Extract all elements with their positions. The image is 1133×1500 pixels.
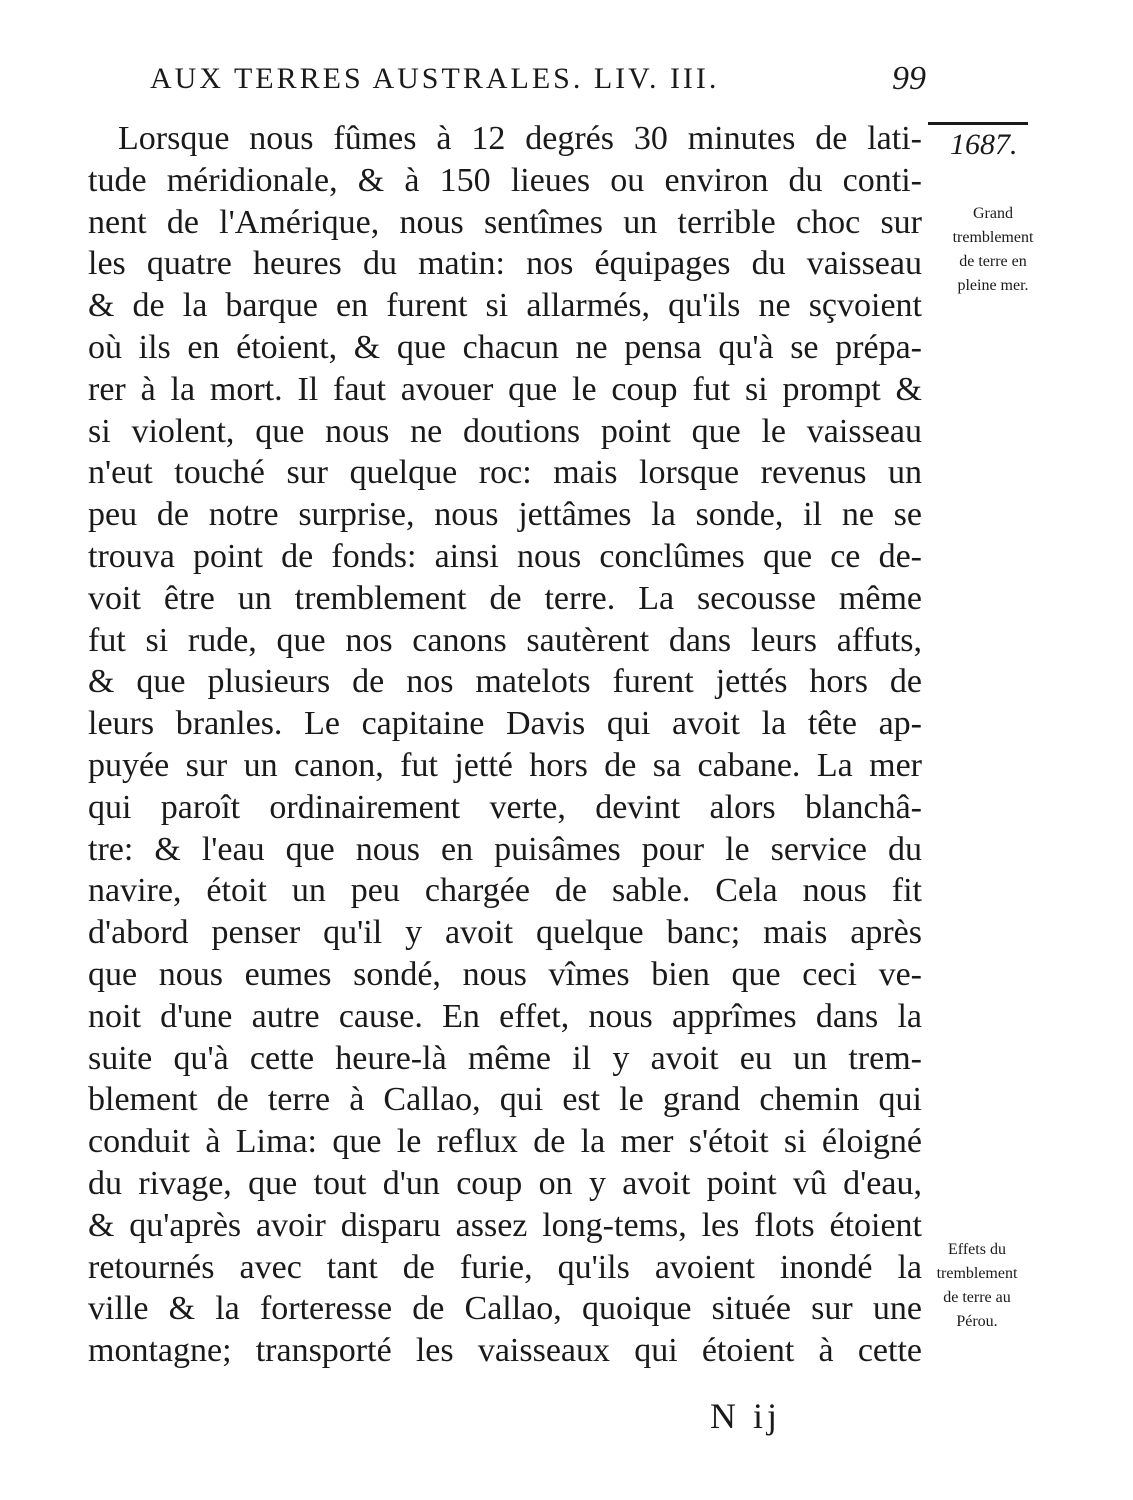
margin-note bbox=[912, 1238, 1042, 1334]
body-line: & qu'après avoir disparu assez long-tems, les flots étoient bbox=[88, 1206, 922, 1244]
body-line: tude méridionale, & à 150 lieues ou environ du conti- bbox=[88, 161, 922, 199]
running-title: AUX TERRES AUSTRALES. LIV. III. bbox=[150, 62, 720, 95]
body-line: peu de notre surprise, nous jettâmes la sonde, il ne se bbox=[88, 496, 922, 534]
body-line: blement de terre à Callao, qui est le grand chemin qui bbox=[88, 1081, 922, 1119]
body-line: rer à la mort. Il faut avouer que le coup fut si prompt & bbox=[88, 370, 922, 408]
body-line: montagne; transporté les vaisseaux qui étoient à cette bbox=[88, 1332, 922, 1370]
body-line: leurs branles. Le capitaine Davis qui avoit la tête ap- bbox=[88, 705, 922, 743]
margin-note-line: pleine mer. bbox=[957, 277, 1029, 294]
body-line: suite qu'à cette heure-là même il y avoit eu un trem- bbox=[88, 1039, 922, 1077]
body-line: navire, étoit un peu chargée de sable. Cela nous fit bbox=[88, 872, 922, 910]
body-line: d'abord penser qu'il y avoit quelque banc; mais après bbox=[88, 914, 922, 952]
body-line: tre: & l'eau que nous en puisâmes pour le service du bbox=[88, 830, 922, 868]
margin-note-line: Pérou. bbox=[956, 1313, 998, 1330]
margin-year: 1687. bbox=[950, 128, 1018, 161]
margin-note-line: de terre en bbox=[959, 253, 1027, 270]
body-text bbox=[88, 118, 922, 1372]
body-line: si violent, que nous ne doutions point que le vaisseau bbox=[88, 412, 922, 450]
body-line: trouva point de fonds: ainsi nous conclûmes que ce de- bbox=[88, 537, 922, 575]
body-line: que nous eumes sondé, nous vîmes bien que ceci ve- bbox=[88, 955, 922, 993]
signature-mark: N ij bbox=[710, 1396, 782, 1436]
body-line: & que plusieurs de nos matelots furent jettés hors de bbox=[88, 663, 922, 701]
body-line: du rivage, que tout d'un coup on y avoit point vû d'eau, bbox=[88, 1164, 922, 1202]
margin-note-line: tremblement bbox=[952, 229, 1034, 246]
body-line: puyée sur un canon, fut jetté hors de sa cabane. La mer bbox=[88, 746, 922, 784]
body-line: noit d'une autre cause. En effet, nous apprîmes dans la bbox=[88, 997, 922, 1035]
body-line: les quatre heures du matin: nos équipages du vaisseau bbox=[88, 245, 922, 283]
body-line: fut si rude, que nos canons sautèrent dans leurs affuts, bbox=[88, 621, 922, 659]
body-line: voit être un tremblement de terre. La secousse même bbox=[88, 579, 922, 617]
body-line: n'eut touché sur quelque roc: mais lorsque revenus un bbox=[88, 454, 922, 492]
body-line: & de la barque en furent si allarmés, qu'ils ne sçvoient bbox=[88, 287, 922, 325]
body-line: conduit à Lima: que le reflux de la mer s'étoit si éloigné bbox=[88, 1123, 922, 1161]
running-head bbox=[150, 58, 930, 108]
margin-rule bbox=[928, 122, 1028, 125]
body-line: nent de l'Amérique, nous sentîmes un terrible choc sur bbox=[88, 203, 922, 241]
body-line: ville & la forteresse de Callao, quoique située sur une bbox=[88, 1290, 922, 1328]
page-number: 99 bbox=[892, 60, 926, 97]
body-line: retournés avec tant de furie, qu'ils avoient inondé la bbox=[88, 1248, 922, 1286]
margin-note-line: Grand bbox=[973, 205, 1013, 222]
margin-note-line: de terre au bbox=[943, 1289, 1011, 1306]
body-line: Lorsque nous fûmes à 12 degrés 30 minutes de lati- bbox=[118, 120, 922, 157]
body-line: où ils en étoient, & que chacun ne pensa qu'à se prépa- bbox=[88, 328, 922, 366]
body-line: qui paroît ordinairement verte, devint alors blanchâ- bbox=[88, 788, 922, 826]
margin-note-line: tremblement bbox=[936, 1265, 1018, 1282]
margin-note-line: Effets du bbox=[948, 1241, 1006, 1258]
margin-note bbox=[928, 202, 1058, 298]
